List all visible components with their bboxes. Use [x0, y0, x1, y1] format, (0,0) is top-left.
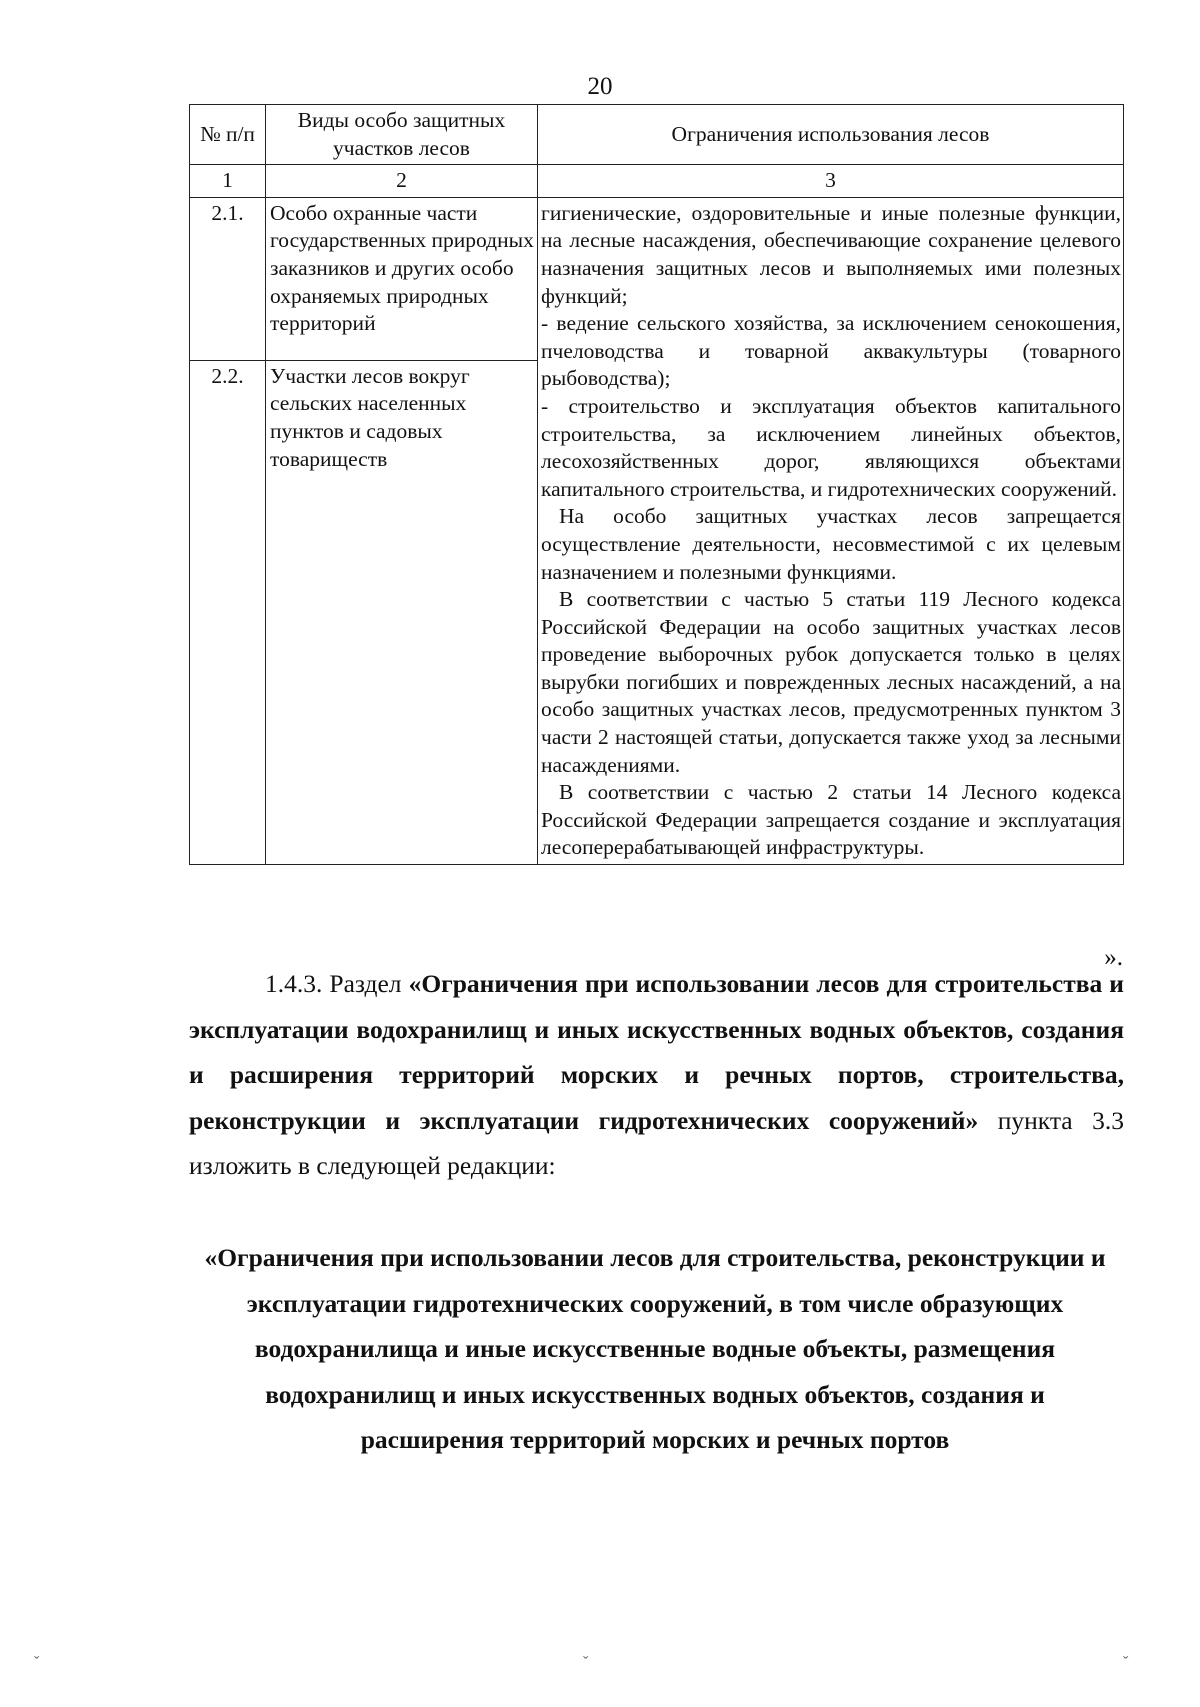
closing-quote: ».: [1104, 944, 1123, 971]
restriction-paragraph: В соответствии с частью 5 статьи 119 Лесного кодекса Российской Федерации на особо защитных участках лесов проведение выборочных рубок допускается только в целях вырубки погибших и поврежденных лесных насаждений, а на особо защитных участках лесов, предусмотренных пунктом 3 части 2 настоящей статьи, допускается также уход за лесными насаждениями.: [541, 587, 1121, 777]
header-type: Виды особо защитных участков лесов: [266, 105, 538, 165]
index-cell-3: 3: [538, 165, 1124, 198]
header-num: № п/п: [190, 105, 266, 165]
restriction-paragraph: В соответствии с частью 2 статьи 14 Лесного кодекса Российской Федерации запрещается создание и эксплуатация лесоперерабатывающей инфраструктуры.: [541, 780, 1121, 860]
table-index-row: [190, 165, 1124, 198]
table-header-row: [190, 105, 1124, 165]
scan-mark: ˇ: [1123, 1654, 1129, 1671]
restriction-paragraph: - строительство и эксплуатация объектов капитального строительства, за исключением линейных объектов, лесохозяйственных дорог, являющихся объектами капитального строительства, и гидротехнических сооружений.: [541, 393, 1121, 501]
row-type-name: Участки лесов вокруг сельских населенных пунктов и садовых товариществ: [266, 360, 538, 864]
index-cell-1: 1: [190, 165, 266, 198]
header-limits: Ограничения использования лесов: [538, 105, 1124, 165]
amendment-paragraph: [189, 961, 1124, 1189]
scan-mark: ˇ: [34, 1654, 40, 1671]
amendment-suffix: пункта 3.3 изложить в следующей редакции:: [189, 1105, 1124, 1180]
index-cell-2: 2: [266, 165, 538, 198]
row-type-name: Особо охранные части государственных природных заказников и других особо охраняемых природных территорий: [266, 197, 538, 360]
scan-mark: ˇ: [583, 1654, 589, 1671]
new-section-heading: «Ограничения при использовании лесов для строительства, реконструкции и эксплуатации гидротехнических сооружений, в том числе образующих водохранилища и иные искусственные водные объекты, размещения водохранилищ и иных искусственных водных объектов, создания и расширения территорий морских и речных портов: [204, 1243, 1106, 1455]
restrictions-table: [189, 104, 1124, 865]
amendment-prefix: 1.4.3. Раздел: [265, 969, 409, 998]
restrictions-text: [538, 197, 1124, 864]
row-number: 2.1.: [190, 197, 266, 360]
row-number: 2.2.: [190, 360, 266, 864]
page-number: 20: [587, 73, 613, 100]
table-row: [190, 197, 1124, 360]
restriction-paragraph: гигиенические, оздоровительные и иные полезные функции, на лесные насаждения, обеспечивающие сохранение целевого назначения защитных лесов и выполняемых ими полезных функций;: [541, 200, 1121, 308]
restriction-paragraph: - ведение сельского хозяйства, за исключением сенокошения, пчеловодства и товарной аквакультуры (товарного рыбоводства);: [541, 311, 1121, 391]
restriction-paragraph: На особо защитных участках лесов запрещается осуществление деятельности, несовместимой с их целевым назначением и полезными функциями.: [541, 504, 1121, 584]
section-title: «Ограничения при использовании лесов для строительства и эксплуатации водохранилищ и иных искусственных водных объектов, создания и расширения территорий морских и речных портов, строительства, реконструкции и эксплуатации гидротехнических сооружений»: [189, 969, 1124, 1135]
